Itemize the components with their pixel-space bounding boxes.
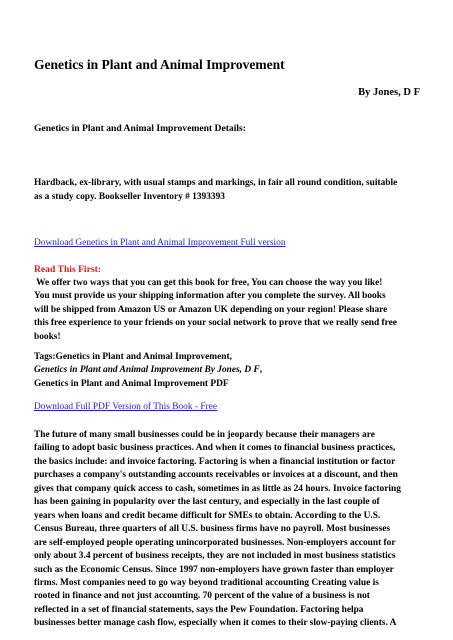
tags-italic-line xyxy=(34,364,420,377)
body-line: gives that company quick access to cash, sometimes in as little as 24 hours. Invoice factoring xyxy=(34,483,401,494)
offer-line: books! xyxy=(34,331,61,342)
body-line: are self-employed people operating unincorporated businesses. Non-employers account for xyxy=(34,537,396,548)
offer-line: You must provide us your shipping information after you complete the survey. All books xyxy=(34,291,386,302)
offer-line: will be shipped from Amazon US or Amazon UK depending on your region! Please share xyxy=(34,304,388,315)
body-line: purchases a company's outstanding accounts receivables or invoices at a discount, and then xyxy=(34,470,398,481)
body-line: reflected in a set of financial statements, says the Pew Foundation. Factoring helpa xyxy=(34,604,364,615)
offer-paragraph xyxy=(34,277,420,344)
download-pdf-link[interactable]: Download Full PDF Version of This Book - Free xyxy=(34,402,217,412)
body-line: years when loans and credit became difficult for SMEs to obtain. According to the U.S. xyxy=(34,510,381,521)
offer-line: this free experience to your friends on your social network to prove that we really send free xyxy=(34,318,397,329)
offer-line: We offer two ways that you can get this book for free, You can choose the way you like! xyxy=(34,278,383,288)
body-paragraph xyxy=(34,429,420,631)
document-page xyxy=(34,0,420,640)
tags-pdf-line: Genetics in Plant and Animal Improvement PDF xyxy=(34,378,229,389)
body-line: has been gaining in popularity over the last century, and especially in the last couple of xyxy=(34,497,380,508)
tags-italic-suffix: , xyxy=(259,365,263,376)
tags-line: Tags:Genetics in Plant and Animal Improvement, xyxy=(34,352,232,362)
body-line: rooted in finance and not just accounting. 70 percent of the value of a business is not xyxy=(34,591,370,602)
body-line: such as the Economic Census. Since 1997 non-employers have grown faster than employer xyxy=(34,564,394,575)
description-line: as a study copy. Bookseller Inventory # 1393393 xyxy=(34,191,225,202)
body-line: businesses better manage cash flow, especially when it comes to their slow-paying clients. A xyxy=(34,618,397,629)
tags-italic-text: Genetics in Plant and Animal Improvement By Jones, D F xyxy=(34,365,260,376)
description-paragraph xyxy=(34,177,420,204)
details-heading: Genetics in Plant and Animal Improvement Details: xyxy=(34,123,246,134)
read-first-label: Read This First: xyxy=(34,264,101,275)
tags-block xyxy=(34,351,420,391)
body-line: failing to adopt basic business practices. And when it comes to financial business practices, xyxy=(34,443,396,454)
document-title: Genetics in Plant and Animal Improvement xyxy=(34,57,285,72)
body-line: only about 3.4 percent of business receipts, they are not included in most business statistics xyxy=(34,551,396,562)
description-line: Hardback, ex-library, with usual stamps and markings, in fair all round condition, suitable xyxy=(34,178,398,188)
download-full-version-link[interactable]: Download Genetics in Plant and Animal Improvement Full version xyxy=(34,238,286,248)
body-line: The future of many small businesses could be in jeopardy because their managers are xyxy=(34,430,375,440)
body-line: the basics include: and invoice factoring. Factoring is when a financial institution or factor xyxy=(34,456,396,467)
body-line: Census Bureau, three quarters of all U.S. business firms have no payroll. Most businesses xyxy=(34,524,391,535)
author-line: By Jones, D F xyxy=(358,87,420,98)
body-line: firms. Most companies need to go way beyond traditional accounting Creating value is xyxy=(34,577,379,588)
